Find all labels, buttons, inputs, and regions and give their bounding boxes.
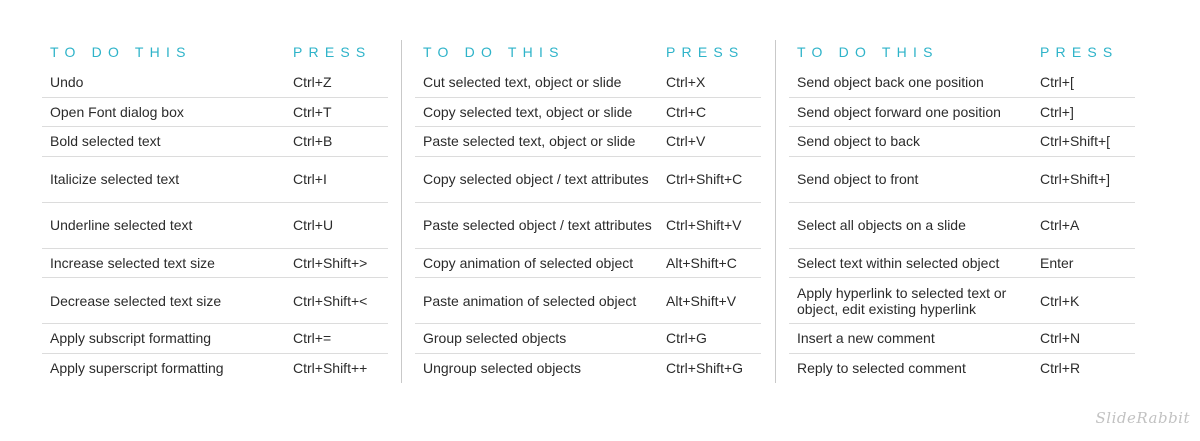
shortcut-action: Send object to front xyxy=(797,171,919,187)
column-header xyxy=(789,36,1135,68)
header-action-label: TO DO THIS xyxy=(797,44,939,60)
shortcut-keys: Ctrl+X xyxy=(666,74,706,91)
shortcut-keys: Ctrl+A xyxy=(1040,217,1080,233)
shortcut-row xyxy=(42,278,388,324)
column-divider xyxy=(401,40,402,383)
shortcut-row xyxy=(42,157,388,203)
shortcut-action: Open Font dialog box xyxy=(50,103,184,120)
header-keys-label: PRESS xyxy=(1040,44,1119,60)
shortcut-action: Copy animation of selected object xyxy=(423,254,634,271)
watermark: SlideRabbit xyxy=(1095,409,1190,427)
shortcut-action: Apply superscript formatting xyxy=(50,360,224,377)
shortcut-action: Apply subscript formatting xyxy=(50,330,212,347)
shortcut-row xyxy=(789,354,1135,384)
shortcut-keys: Ctrl+Shift+C xyxy=(666,171,743,187)
shortcut-keys: Ctrl+Shift+[ xyxy=(1040,133,1111,150)
column-header xyxy=(415,36,761,68)
shortcut-action: Group selected objects xyxy=(423,330,567,347)
shortcut-row xyxy=(789,278,1135,324)
shortcut-row xyxy=(42,127,388,157)
shortcut-keys: Ctrl+R xyxy=(1040,360,1081,377)
shortcut-action: Apply hyperlink to selected text or object, edit existing hyperlink xyxy=(797,284,1007,317)
shortcut-keys: Ctrl+I xyxy=(293,171,327,187)
shortcut-row xyxy=(415,98,761,128)
shortcut-column-2 xyxy=(415,36,761,383)
shortcut-row xyxy=(42,98,388,128)
shortcut-row xyxy=(42,354,388,384)
shortcut-row xyxy=(789,98,1135,128)
shortcut-action: Select text within selected object xyxy=(797,254,1000,271)
shortcut-column-3 xyxy=(789,36,1135,383)
shortcut-keys: Ctrl+] xyxy=(1040,103,1074,120)
column-header xyxy=(42,36,388,68)
shortcut-row xyxy=(415,278,761,324)
shortcut-row xyxy=(415,127,761,157)
header-action-label: TO DO THIS xyxy=(50,44,192,60)
shortcut-row xyxy=(415,203,761,249)
shortcut-action: Ungroup selected objects xyxy=(423,360,581,377)
shortcut-keys: Ctrl+G xyxy=(666,330,707,347)
shortcut-keys: Ctrl+Z xyxy=(293,74,332,91)
shortcut-keys: Ctrl+T xyxy=(293,103,332,120)
shortcut-action: Paste selected object / text attributes xyxy=(423,217,652,233)
shortcut-keys: Ctrl+= xyxy=(293,330,332,347)
shortcut-action: Italicize selected text xyxy=(50,171,180,187)
shortcut-keys: Ctrl+Shift+< xyxy=(293,292,368,309)
shortcut-row xyxy=(415,249,761,279)
shortcut-action: Send object to back xyxy=(797,133,920,150)
shortcut-action: Paste animation of selected object xyxy=(423,292,637,309)
header-action-label: TO DO THIS xyxy=(423,44,565,60)
shortcut-keys: Alt+Shift+C xyxy=(666,254,737,271)
shortcut-row xyxy=(789,68,1135,98)
shortcut-row xyxy=(42,324,388,354)
shortcut-row xyxy=(789,127,1135,157)
shortcut-keys: Ctrl+[ xyxy=(1040,74,1074,91)
shortcut-row xyxy=(789,249,1135,279)
shortcut-keys: Ctrl+N xyxy=(1040,330,1081,347)
shortcut-action: Copy selected object / text attributes xyxy=(423,171,649,187)
shortcut-keys: Ctrl+U xyxy=(293,217,334,233)
shortcut-action: Send object forward one position xyxy=(797,103,1001,120)
shortcut-keys: Enter xyxy=(1040,254,1074,271)
shortcut-keys: Ctrl+Shift+V xyxy=(666,217,742,233)
shortcut-action: Reply to selected comment xyxy=(797,360,966,377)
shortcut-action: Bold selected text xyxy=(50,133,161,150)
shortcut-keys: Ctrl+V xyxy=(666,133,706,150)
shortcut-action: Send object back one position xyxy=(797,74,984,91)
shortcut-row xyxy=(415,354,761,384)
shortcut-action: Undo xyxy=(50,74,84,91)
header-keys-label: PRESS xyxy=(666,44,745,60)
shortcut-action: Underline selected text xyxy=(50,217,193,233)
shortcut-row xyxy=(42,68,388,98)
shortcut-row xyxy=(42,249,388,279)
shortcut-action: Paste selected text, object or slide xyxy=(423,133,636,150)
header-keys-label: PRESS xyxy=(293,44,372,60)
shortcut-row xyxy=(415,324,761,354)
shortcut-action: Copy selected text, object or slide xyxy=(423,103,633,120)
shortcut-keys: Ctrl+B xyxy=(293,133,333,150)
shortcut-keys: Ctrl+Shift+> xyxy=(293,254,368,271)
shortcut-row xyxy=(789,324,1135,354)
shortcut-column-1 xyxy=(42,36,388,383)
shortcut-row xyxy=(42,203,388,249)
shortcut-row xyxy=(415,68,761,98)
shortcut-action: Insert a new comment xyxy=(797,330,935,347)
shortcut-row xyxy=(415,157,761,203)
shortcut-row xyxy=(789,157,1135,203)
shortcut-action: Cut selected text, object or slide xyxy=(423,74,622,91)
shortcut-action: Increase selected text size xyxy=(50,254,215,271)
column-divider xyxy=(775,40,776,383)
shortcut-keys: Ctrl+K xyxy=(1040,292,1080,309)
shortcut-action: Select all objects on a slide xyxy=(797,217,966,233)
shortcut-action: Decrease selected text size xyxy=(50,292,222,309)
shortcut-keys: Ctrl+C xyxy=(666,103,707,120)
shortcut-keys: Ctrl+Shift+] xyxy=(1040,171,1111,187)
shortcut-row xyxy=(789,203,1135,249)
shortcut-keys: Ctrl+Shift++ xyxy=(293,360,368,377)
shortcut-keys: Alt+Shift+V xyxy=(666,292,737,309)
shortcut-keys: Ctrl+Shift+G xyxy=(666,360,744,377)
